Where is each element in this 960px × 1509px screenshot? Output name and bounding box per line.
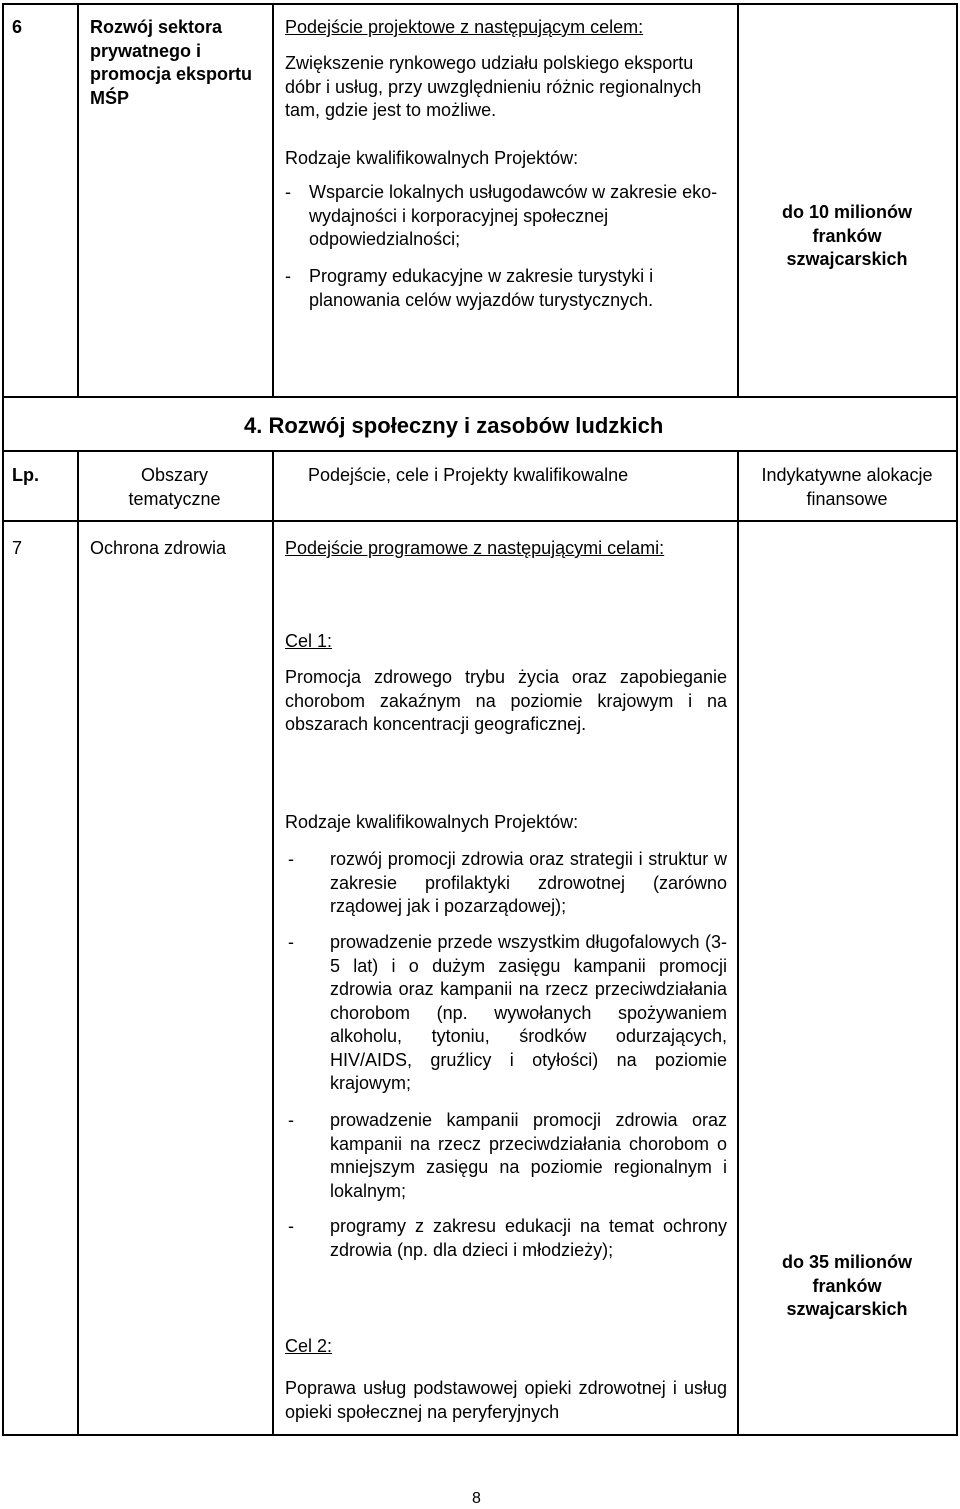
list-dash: -: [285, 266, 291, 286]
col-divider-1: [77, 450, 79, 1436]
row7-project-text: prowadzenie kampanii promocji zdrowia oraz kampanii na rzecz przeciwdziałania chorobom o mniejszym zasięgu na poziomie regionalnym i lokalnym;: [330, 1110, 727, 1201]
goal1-text: Promocja zdrowego trybu życia oraz zapobieganie chorobom zakaźnym na poziomie krajowym i na obszarach koncentracji geograficznej.: [285, 667, 727, 734]
row6-number: 6: [12, 17, 23, 37]
row7-project-text: rozwój promocji zdrowia oraz strategii i struktur w zakresie profilaktyki zdrowotnej (zarówno rządowej jak i pozarządowej);: [330, 849, 727, 916]
row6-approach-text: Zwiększenie rynkowego udziału polskiego eksportu dóbr i usług, przy uwzględnieniu różnic regionalnych tam, gdzie jest to możliwe.: [285, 53, 702, 120]
col-divider-2: [272, 450, 274, 1436]
goal2-text: Poprawa usług podstawowej opieki zdrowotnej i usług opieki społecznej na peryferyjnych: [285, 1378, 727, 1422]
row7-projects-title: Rodzaje kwalifikowalnych Projektów:: [285, 812, 579, 832]
row7-project-item: [288, 1109, 727, 1205]
row7-allocation: do 35 milionów franków szwajcarskich: [781, 1252, 912, 1319]
header-allocation: Indykatywne alokacje finansowe: [761, 465, 933, 509]
list-dash: -: [285, 182, 291, 202]
row7-approach-title: Podejście programowe z następującymi celami:: [285, 538, 665, 558]
row6-area: Rozwój sektora prywatnego i promocja eksportu MŚP: [90, 17, 253, 108]
table-border-left: [2, 3, 4, 1436]
list-dash: -: [288, 1216, 294, 1236]
list-dash: -: [288, 849, 294, 869]
list-dash: -: [288, 932, 294, 952]
header-bottom-border: [2, 520, 958, 522]
col-divider-2: [272, 3, 274, 398]
col-divider-3: [737, 3, 739, 398]
section-title: 4. Rozwój społeczny i zasobów ludzkich: [244, 413, 664, 438]
row6-approach-title: Podejście projektowe z następującym celem:: [285, 17, 644, 37]
row6-allocation: do 10 milionów franków szwajcarskich: [781, 202, 912, 269]
header-lp: Lp.: [12, 465, 39, 485]
goal1-title: Cel 1:: [285, 631, 333, 651]
col-divider-3: [737, 450, 739, 1436]
row7-project-item: [288, 848, 727, 920]
row7-project-item: [288, 1215, 727, 1287]
row7-project-text: programy z zakresu edukacji na temat ochrony zdrowia (np. dla dzieci i młodzieży);: [330, 1216, 727, 1260]
goal2-title: Cel 2:: [285, 1336, 333, 1356]
row6-projects-title: Rodzaje kwalifikowalnych Projektów:: [285, 148, 579, 168]
row6-project-text: Wsparcie lokalnych usługodawców w zakresie eko- wydajności i korporacyjnej społecznej odpowiedzialności;: [309, 182, 718, 249]
row6-project-text: Programy edukacyjne w zakresie turystyki i planowania celów wyjazdów turystycznych.: [309, 266, 654, 310]
col-divider-1: [77, 3, 79, 398]
table-border-bottom: [2, 1434, 958, 1436]
table-border-right: [956, 3, 958, 1436]
row6-bottom-border: [2, 396, 958, 398]
header-area: Obszary tematyczne: [128, 465, 221, 509]
header-approach: Podejście, cele i Projekty kwalifikowalne: [308, 465, 629, 485]
table-border-top: [2, 3, 958, 5]
list-dash: -: [288, 1110, 294, 1130]
section-title-bottom-border: [2, 450, 958, 452]
row7-area: Ochrona zdrowia: [90, 538, 227, 558]
row6-project-item: [285, 265, 730, 313]
page-number: 8: [472, 1490, 481, 1507]
row7-project-item: [288, 931, 727, 1096]
row6-project-item: [285, 181, 730, 253]
row7-number: 7: [12, 538, 23, 558]
row7-project-text: prowadzenie przede wszystkim długofalowych (3-5 lat) i o dużym zasięgu kampanii promocji zdrowia oraz kampanii na rzecz przeciwdziałania chorobom (np. wywołanych spożywaniem alkoholu, tytoniu, środków odurzających, HIV/AIDS, gruźlicy i otyłości) na poziomie krajowym;: [330, 932, 727, 1093]
